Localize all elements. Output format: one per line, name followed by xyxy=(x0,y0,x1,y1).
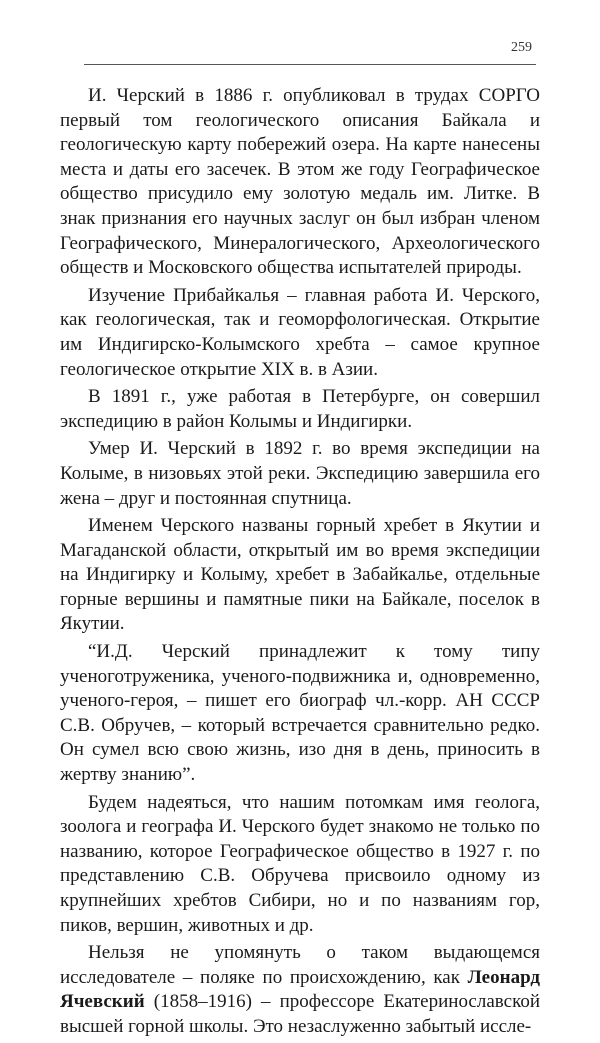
paragraph-hope-for-descendants: Будем надеяться, что нашим потомкам имя геолога, зоолога и географа И. Черского будет знакомо не только по названию, которое Географическое общество в 1927 г. по представлению С.В. Обручева присвоило одному из крупнейших хребтов Сибири, но и по названиям гор, пиков, вершин, животных и др. xyxy=(60,791,540,936)
page-number: 259 xyxy=(511,40,532,55)
paragraph-named-places: Именем Черского названы горный хребет в Якутии и Магаданской области, открытый им во время экспедиции на Индигирку и Колыму, хребет в Забайкалье, отдельные горные вершины и памятные пики на Байкале, поселок в Якутии. xyxy=(60,515,540,635)
paragraph-pribaikalye-study: Изучение Прибайкалья – главная работа И. Черского, как геологическая, так и геоморфологическая. Открытие им Индигирско-Колымского хребта – самое крупное геологическое открытие XIX в. в Азии. xyxy=(60,284,540,380)
paragraph-death: Умер И. Черский в 1892 г. во время экспедиции на Колыме, в низовьях этой реки. Экспедицию завершила его жена – друг и постоянная спутница. xyxy=(60,438,540,509)
paragraph-yachevsky-after: (1858–1916) – профессоре Екатеринославской высшей горной школы. Это незаслуженно забытый иссле- xyxy=(60,991,540,1037)
paragraph-cherskiy-publication: И. Черский в 1886 г. опубликовал в трудах СОРГО первый том геологического описания Байкала и геологическую карту побережий озера. На карте нанесены места и даты его засечек. В этом же году Географическое общество присудило ему золотую медаль им. Литке. В знак признания его научных заслуг он был избран членом Географического, Минералогического, Археологического обществ и Московского общества испытателей природы. xyxy=(60,85,540,279)
paragraph-yachevsky xyxy=(60,941,540,1039)
header-rule xyxy=(84,64,536,65)
paragraph-biographer-quote: “И.Д. Черский принадлежит к тому типу ученоготруженика, ученого-подвижника и, одновременно, ученого-героя, – пишет его биограф чл.-корр. АН СССР С.В. Обручев, – который встречается сравнительно редко. Он сумел всю свою жизнь, изо дня в день, приносить в жертву знанию”. xyxy=(60,641,540,786)
page-body xyxy=(60,84,540,1043)
yachevsky-name: Леонард Ячевский xyxy=(60,966,540,1013)
paragraph-yachevsky-before: Нельзя не упомянуть о таком выдающемся исследователе – поляке по происхождению, как xyxy=(60,942,540,988)
paragraph-1891-expedition: В 1891 г., уже работая в Петербурге, он совершил экспедицию в район Колымы и Индигирки. xyxy=(60,386,540,432)
